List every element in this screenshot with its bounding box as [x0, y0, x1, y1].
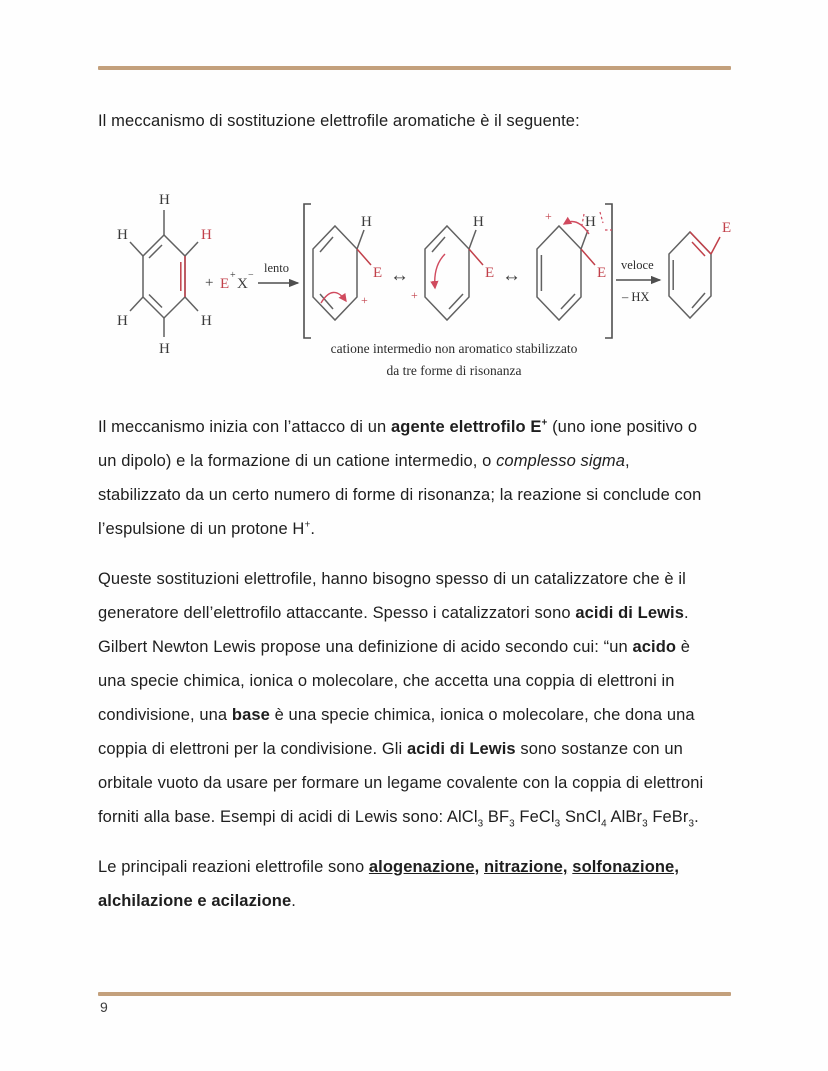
- lewis-acids-paragraph: Queste sostituzioni elettrofile, hanno bisogno spesso di un catalizzatore che è il generatore dell’elettrofilo attaccante. Spesso i catalizzatori sono acidi di Lewis. Gilbert Newton Lewis propose una definizione di acido secondo cui: “un acido è una specie chimica, ionica o molecolare, che accetta una coppia di elettroni in condivisione, una base è una specie chimica, ionica o molecolare, che dona una coppia di elettroni per la condivisione. Gli acidi di Lewis sono sostanze con un orbitale vuoto da usare per formare un legame covalente con la coppia di elettroni forniti alla base. Esempi di acidi di Lewis sono: AlCl$_3$ $BF_3$ FeCl$_3$ SnCl$_4$ AlBr$_3$ FeBr$_3$.: [98, 570, 704, 830]
- benzene-substrate: [117, 192, 212, 357]
- sigma-complex-resonance-3: [537, 209, 612, 320]
- figure-caption-line2: da tre forme di risonanza: [386, 363, 522, 378]
- hydrogen-label: H: [117, 227, 128, 243]
- top-divider: [98, 66, 731, 70]
- sigma-complex-resonance-2: [411, 214, 494, 320]
- hydrogen-label: H: [117, 313, 128, 329]
- product-ring-group: [669, 220, 731, 318]
- leaving-group-label: X: [237, 276, 248, 292]
- hydrogen-label: H: [159, 341, 170, 357]
- slow-arrow-label: lento: [264, 261, 289, 275]
- fast-arrow-group: [616, 258, 660, 304]
- fast-arrow-label: veloce: [621, 258, 654, 272]
- electrophile-label: E: [597, 265, 607, 281]
- plus-charge: +: [411, 288, 418, 302]
- electrophile-label: E: [373, 265, 383, 281]
- electrophile-reagent: [205, 270, 254, 292]
- page-number: 9: [100, 999, 108, 1015]
- footer-divider: [98, 992, 731, 996]
- mechanism-svg: [100, 170, 760, 392]
- reactions-list-paragraph: Le principali reazioni elettrofile sono alogenazione, nitrazione, solfonazione, alchilazione e acilazione.: [98, 858, 680, 910]
- plus-charge: +: [361, 293, 368, 307]
- hydrogen-label: H: [159, 192, 170, 208]
- hydrogen-label: H: [585, 214, 596, 230]
- hydrogen-label: H: [361, 214, 372, 230]
- curved-electron-arrow: [435, 254, 445, 288]
- slow-arrow-group: [258, 261, 298, 283]
- resonance-double-arrow: ↔: [390, 265, 409, 286]
- hx-loss-label: – HX: [622, 290, 650, 304]
- resonance-double-arrow: ↔: [502, 265, 521, 286]
- sigma-complex-resonance-1: [313, 214, 382, 320]
- hydrogen-label: H: [201, 313, 212, 329]
- electrophile-label: E: [485, 265, 495, 281]
- resonance-bracket-left: [304, 204, 311, 338]
- plus-charge: +: [230, 270, 236, 281]
- figure-caption-line1: catione intermedio non aromatico stabilizzato: [330, 341, 578, 356]
- plus-sign: +: [205, 275, 214, 291]
- electrophile-label: E: [722, 220, 732, 236]
- curved-electron-arrow: [321, 292, 346, 303]
- plus-charge: +: [545, 209, 552, 223]
- hydrogen-label: H: [473, 214, 484, 230]
- minus-charge: −: [248, 270, 254, 281]
- hydrogen-label-red: H: [201, 227, 212, 243]
- electrophile-label: E: [220, 276, 230, 292]
- mechanism-paragraph: Il meccanismo inizia con l’attacco di un agente elettrofilo E+ (uno ione positivo o un dipolo) e la formazione di un catione intermedio, o complesso sigma, stabilizzato da un certo numero di forme di risonanza; la reazione si conclude con l’espulsione di un protone H+.: [98, 417, 702, 538]
- intro-paragraph: Il meccanismo di sostituzione elettrofile aromatiche è il seguente:: [98, 112, 580, 130]
- reaction-mechanism-figure: [100, 170, 760, 392]
